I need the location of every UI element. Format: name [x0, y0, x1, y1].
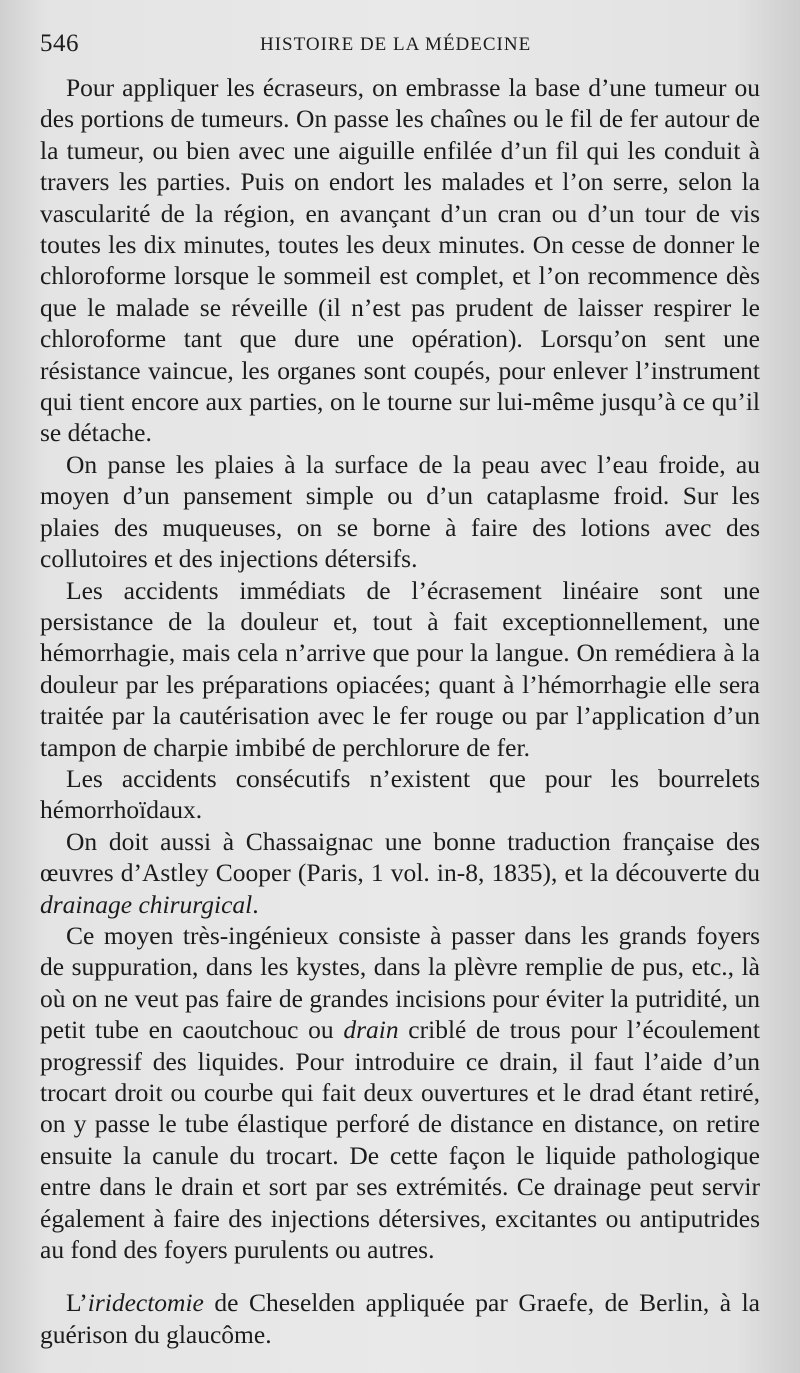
paragraph — [40, 920, 760, 1265]
italic-term: drain — [343, 1015, 399, 1045]
text-run: Ce moyen très-ingénieux consiste à passer dans les grands foyers de suppuration, dans les kystes, dans la plèvre remplie de pus, etc., là où on ne veut pas faire de grandes incisions pour éviter la putridité, un petit tube en caoutchouc ou — [40, 920, 760, 1045]
body-text — [40, 72, 760, 1350]
text-run: Pour appliquer les écraseurs, on embrasse la base d’une tumeur ou des portions de tumeurs. On passe les chaînes ou le fil de fer autour de la tumeur, ou bien avec une aiguille enfilée d’un fil qui les conduit à travers les parties. Puis on endort les malades et l’on serre, selon la vascularité de la région, en avançant d’un cran ou d’un tour de vis toutes les dix minutes, toutes les deux minutes. On cesse de donner le chloroforme lorsque le sommeil est complet, et l’on recommence dès que le malade se réveille (il n’est pas prudent de laisser respirer le chloroforme tant que dure une opération). Lorsqu’on sent une résistance vaincue, les organes sont coupés, pour enlever l’instrument qui tient encore aux parties, on le tourne sur lui-même jusqu’à ce qu’il se détache. — [40, 73, 760, 448]
page-header — [40, 30, 760, 64]
text-run: Les accidents consécutifs n’existent que pour les bourrelets hémorrhoïdaux. — [40, 763, 760, 825]
text-run: criblé de trous pour l’écoulement progressif des liquides. Pour introduire ce drain, il faut l’aide d’un trocart droit ou courbe qui fait deux ouvertures et le drad étant retiré, on y passe le tube élastique perforé de distance en distance, on retire ensuite la canule du trocart. De cette façon le liquide pathologique entre dans le drain et sort par ses extrémités. Ce drainage peut servir également à faire des injections détersives, excitantes ou antiputrides au fond des foyers purulents ou autres. — [40, 1015, 760, 1265]
italic-term: drainage chirurgical — [40, 889, 253, 919]
text-run: . — [252, 889, 259, 919]
text-run: L’ — [66, 1288, 88, 1318]
text-run: de Cheselden appliquée par Graefe, de Berlin, à la guérison du glaucôme. — [40, 1288, 760, 1349]
italic-term: iridectomie — [87, 1288, 204, 1318]
paragraph — [40, 72, 760, 449]
text-run: On panse les plaies à la surface de la peau avec l’eau froide, au moyen d’un pansement simple ou d’un cataplasme froid. Sur les plaies des muqueuses, on se borne à faire des lotions avec des collutoires et des injections détersifs. — [40, 449, 760, 574]
paragraph — [40, 826, 760, 920]
text-run: On doit aussi à Chassaignac une bonne traduction française des œuvres d’Astley Cooper (Paris, 1 vol. in-8, 1835), et la découverte du — [40, 826, 760, 888]
page-number: 546 — [40, 30, 79, 57]
paragraph — [40, 575, 760, 763]
paragraph — [40, 1287, 760, 1350]
paragraph — [40, 763, 760, 826]
text-run: Les accidents immédiats de l’écrasement linéaire sont une persistance de la douleur et, tout à fait exceptionnellement, une hémorrhagie, mais cela n’arrive que pour la langue. On remédiera à la douleur par les préparations opiacées; quant à l’hémorrhagie elle sera traitée par la cautérisation avec le fer rouge ou par l’application d’un tampon de charpie imbibé de perchlorure de fer. — [40, 575, 760, 762]
paragraph — [40, 449, 760, 575]
running-title: HISTOIRE DE LA MÉDECINE — [260, 34, 532, 55]
